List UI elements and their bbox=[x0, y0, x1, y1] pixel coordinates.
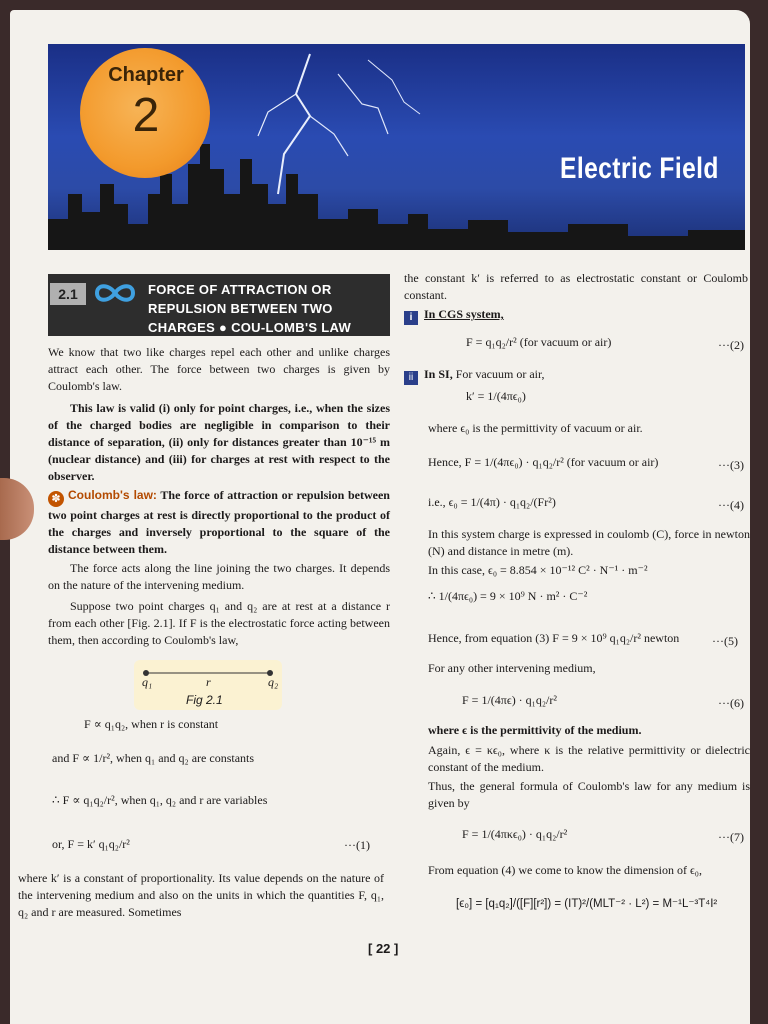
coulomb-constant-value: ∴ 1/(4πϵ₀) = 9 × 10⁹ N · m² · C⁻² bbox=[428, 589, 588, 603]
equation-5: Hence, from equation (3) F = 9 × 10⁹ q₁q₂/r² newton bbox=[428, 631, 680, 645]
coulomb-law-statement bbox=[48, 487, 390, 558]
equation-1-number: ···(1) bbox=[344, 838, 370, 852]
coulomb-law-text: The force of attraction or repulsion between two point charges at rest is directly proportional to the product of the charges and inversely proportional to the square of the distance between them. bbox=[48, 488, 390, 556]
chapter-number: 2 bbox=[132, 89, 160, 142]
suppose-paragraph: Suppose two point charges q₁ and q₂ are at rest at a distance r from each other [Fig. 2.1]. If F is the electrostatic force acting between them, then according to Coulomb's law, bbox=[48, 599, 390, 647]
dimension-equation: [ϵ₀] = [q₁q₂]/([F][r²]) = (IT)²/(MLT⁻² · L²) = M⁻¹L⁻³T⁴I² bbox=[456, 898, 718, 910]
validity-paragraph: This law is valid (i) only for point charges, i.e., when the sizes of the charged bodies are negligible in comparison to their distance of separation, (ii) only for distances greater than 10⁻¹⁵ m (nuclear distance) and (iii) for charges at rest with respect to the observer. bbox=[48, 401, 390, 483]
equation-3-number: ···(3) bbox=[718, 458, 744, 472]
fig-label-q2: q₂ bbox=[268, 675, 279, 689]
equation-4: i.e., ϵ₀ = 1/(4π) · q₁q₂/(Fr²) bbox=[428, 495, 556, 509]
epsilon-definition: where ϵ₀ is the permittivity of vacuum or air. bbox=[428, 421, 643, 435]
equation-7-number: ···(7) bbox=[718, 830, 744, 844]
force-direction-paragraph: The force acts along the line joining the two charges. It depends on the nature of the intervening medium. bbox=[48, 561, 390, 592]
equation-3: Hence, F = 1/(4πϵ₀) · q₁q₂/r² (for vacuum or air) bbox=[428, 455, 659, 469]
intro-paragraph: We know that two like charges repel each other and unlike charges attract each other. The force between two charges is given by Coulomb's law. bbox=[48, 345, 390, 393]
cgs-heading-text: In CGS system, bbox=[424, 307, 504, 321]
cgs-heading bbox=[404, 306, 704, 325]
fig-label-r: r bbox=[206, 675, 211, 689]
chapter-title: Electric Field bbox=[560, 152, 719, 185]
equation-k: k′ = 1/(4πϵ₀) bbox=[466, 389, 526, 403]
si-heading-rest: For vacuum or air, bbox=[455, 367, 545, 381]
fig-label-q1: q₁ bbox=[142, 675, 153, 689]
equation-5-number: ···(5) bbox=[712, 634, 738, 648]
equation-2-number: ···(2) bbox=[718, 338, 744, 352]
equation-prop-both: ∴ F ∝ q₁q₂/r², when q₁, q₂ and r are variables bbox=[52, 793, 268, 807]
equation-2: F = q₁q₂/r² (for vacuum or air) bbox=[466, 335, 612, 349]
relative-permittivity-paragraph: Again, ϵ = κϵ₀, where κ is the relative permittivity or dielectric constant of the medium. bbox=[428, 743, 750, 774]
equation-prop-r: and F ∝ 1/r², when q₁ and q₂ are constants bbox=[52, 751, 255, 765]
equation-6-number: ···(6) bbox=[718, 696, 744, 710]
equation-6: F = 1/(4πϵ) · q₁q₂/r² bbox=[462, 693, 557, 707]
si-heading-text: In SI, bbox=[424, 367, 453, 381]
si-badge: ii bbox=[404, 371, 418, 385]
dimension-intro: From equation (4) we come to know the dimension of ϵ₀, bbox=[428, 863, 702, 877]
right-continuation: the constant k′ is referred to as electrostatic constant or Coulomb constant. bbox=[404, 271, 748, 302]
chapter-label: Chapter bbox=[108, 64, 184, 86]
coulomb-law-label: Coulomb's law: bbox=[68, 488, 157, 502]
infinity-icon bbox=[92, 281, 138, 305]
equation-prop-q: F ∝ q₁q₂, when r is constant bbox=[84, 717, 219, 731]
section-number: 2.1 bbox=[50, 283, 86, 305]
fig-caption: Fig 2.1 bbox=[186, 693, 223, 707]
permittivity-medium: where ϵ is the permittivity of the medium. bbox=[428, 723, 642, 737]
si-heading bbox=[404, 366, 704, 385]
section-title: FORCE OF ATTRACTION OR REPULSION BETWEEN TWO CHARGES ● COU-LOMB'S LAW bbox=[148, 282, 352, 335]
proportionality-paragraph: where k′ is a constant of proportionality. Its value depends on the nature of the intervening medium and also on the units in which the quantities F, q₁, q₂ and r are measured. Sometimes bbox=[18, 871, 384, 919]
page-number: [ 22 ] bbox=[368, 941, 399, 956]
other-medium-text: For any other intervening medium, bbox=[428, 661, 596, 675]
equation-1: or, F = k′ q₁q₂/r² bbox=[52, 837, 130, 851]
equation-7: F = 1/(4πκϵ₀) · q₁q₂/r² bbox=[462, 827, 568, 841]
equation-4-number: ···(4) bbox=[718, 498, 744, 512]
units-paragraph: In this system charge is expressed in coulomb (C), force in newton (N) and distance in metre (m). bbox=[428, 527, 750, 558]
epsilon-value: In this case, ϵ₀ = 8.854 × 10⁻¹² C² · N⁻¹ · m⁻² bbox=[428, 563, 648, 577]
general-formula-paragraph: Thus, the general formula of Coulomb's law for any medium is given by bbox=[428, 779, 750, 810]
cgs-badge: i bbox=[404, 311, 418, 325]
bulb-icon: ✽ bbox=[48, 491, 64, 507]
